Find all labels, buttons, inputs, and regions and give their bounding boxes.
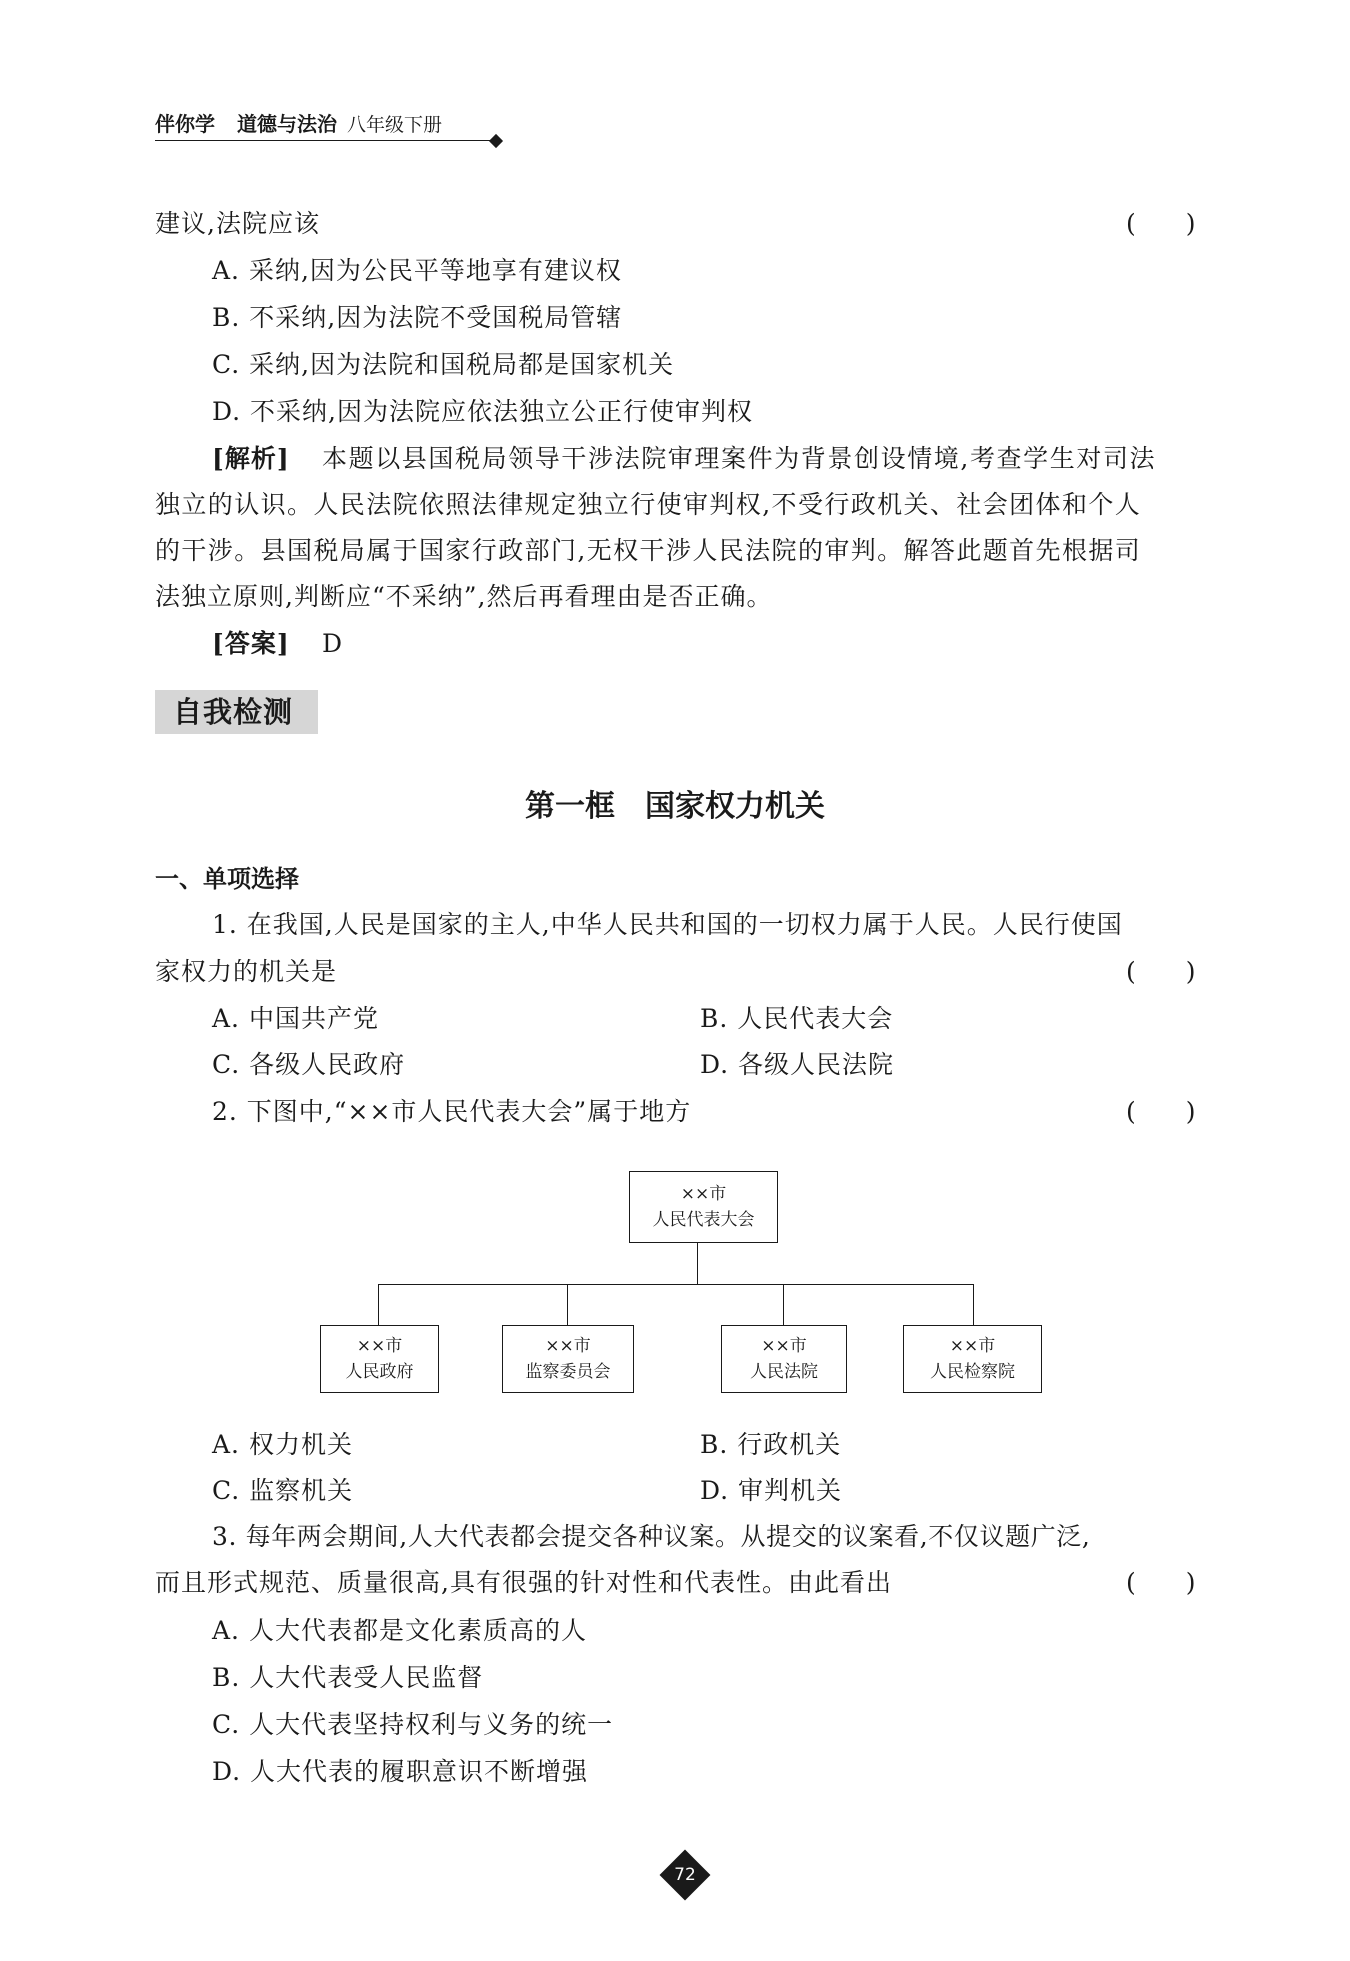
header-grade: 八年级下册 [347,114,443,136]
q1-option-d: D. 各级人民法院 [700,1050,895,1079]
running-header [155,110,493,141]
q1-option-a: A. 中国共产党 [212,1004,379,1033]
answer-value: D [322,629,344,658]
diagram-drop-line [378,1284,379,1325]
frame-title [0,787,1350,827]
prev-option-c: C. 采纳,因为法院和国税局都是国家机关 [212,350,675,379]
q3-answer-blank: ( ) [1126,1568,1196,1597]
q3-option-d: D. 人大代表的履职意识不断增强 [212,1757,589,1786]
prev-question-answer-blank: ( ) [1126,209,1196,238]
q2-line-1: 2. 下图中,“××市人民代表大会”属于地方 [212,1097,692,1126]
diagram-drop-line [567,1284,568,1325]
diagram-child-box [903,1325,1042,1393]
q2-option-c: C. 监察机关 [212,1476,354,1505]
prev-question-stem: 建议,法院应该 [155,209,320,238]
section-title: 自我检测 [155,690,318,734]
q1-answer-blank: ( ) [1126,957,1196,986]
diagram-drop-line [973,1284,974,1325]
diagram-child-line: 人民政府 [345,1362,414,1382]
diagram-top-line-2: 人民代表大会 [652,1210,755,1230]
diagram-child-box [721,1325,847,1393]
diagram-child-line: ××市 [545,1336,591,1356]
analysis-line-3: 的干涉。县国税局属于国家行政部门,无权干涉人民法院的审判。解答此题首先根据司 [155,536,1142,565]
diagram-top-line-1: ××市 [680,1184,727,1204]
q3-option-c: C. 人大代表坚持权利与义务的统一 [212,1710,614,1739]
header-series: 伴你学 [155,112,215,136]
q3-line-1: 3. 每年两会期间,人大代表都会提交各种议案。从提交的议案看,不仅议题广泛, [212,1522,1091,1551]
diagram-child-line: 监察委员会 [525,1362,611,1382]
q1-option-c: C. 各级人民政府 [212,1050,406,1079]
q1-line-1: 1. 在我国,人民是国家的主人,中华人民共和国的一切权力属于人民。人民行使国 [212,910,1123,939]
diagram-child-line: ××市 [761,1336,807,1356]
q1-line-2: 家权力的机关是 [155,957,338,986]
page-number: 72 [674,1865,696,1885]
diagram-child-line: ××市 [949,1336,996,1356]
analysis-line-2: 独立的认识。人民法院依照法律规定独立行使审判权,不受行政机关、社会团体和个人 [155,490,1142,519]
prev-option-d: D. 不采纳,因为法院应依法独立公正行使审判权 [212,397,753,426]
header-diamond-icon [489,134,503,148]
q3-option-a: A. 人大代表都是文化素质高的人 [212,1616,587,1645]
frame-title-part1: 第一框 [525,789,615,824]
analysis-line-1: 本题以县国税局领导干涉法院审理案件为背景创设情境,考查学生对司法 [322,444,1157,473]
diagram-branch-line [378,1284,974,1285]
answer-label: [答案] [212,629,290,658]
diagram-child-box [320,1325,439,1393]
q2-option-d: D. 审判机关 [700,1476,843,1505]
diagram-child-box [502,1325,634,1393]
diagram-top-box [629,1171,778,1243]
q1-option-b: B. 人民代表大会 [700,1004,894,1033]
diagram-trunk-line [697,1242,698,1284]
analysis-line-4: 法独立原则,判断应“不采纳”,然后再看理由是否正确。 [155,582,773,611]
q2-option-a: A. 权力机关 [212,1430,353,1459]
diagram-child-line: 人民检察院 [930,1362,1015,1382]
header-subject: 道德与法治 [237,112,337,136]
q2-option-b: B. 行政机关 [700,1430,842,1459]
frame-title-part2: 国家权力机关 [645,789,825,824]
analysis-label: [解析] [212,444,290,473]
prev-option-b: B. 不采纳,因为法院不受国税局管辖 [212,303,623,332]
diagram-child-line: 人民法院 [750,1362,818,1382]
q3-option-b: B. 人大代表受人民监督 [212,1663,484,1692]
diagram-drop-line [783,1284,784,1325]
diagram-child-line: ××市 [356,1336,403,1356]
subheading: 一、单项选择 [155,865,299,893]
prev-option-a: A. 采纳,因为公民平等地享有建议权 [212,256,622,285]
q3-line-2: 而且形式规范、质量很高,具有很强的针对性和代表性。由此看出 [155,1568,892,1597]
q2-answer-blank: ( ) [1126,1097,1196,1126]
